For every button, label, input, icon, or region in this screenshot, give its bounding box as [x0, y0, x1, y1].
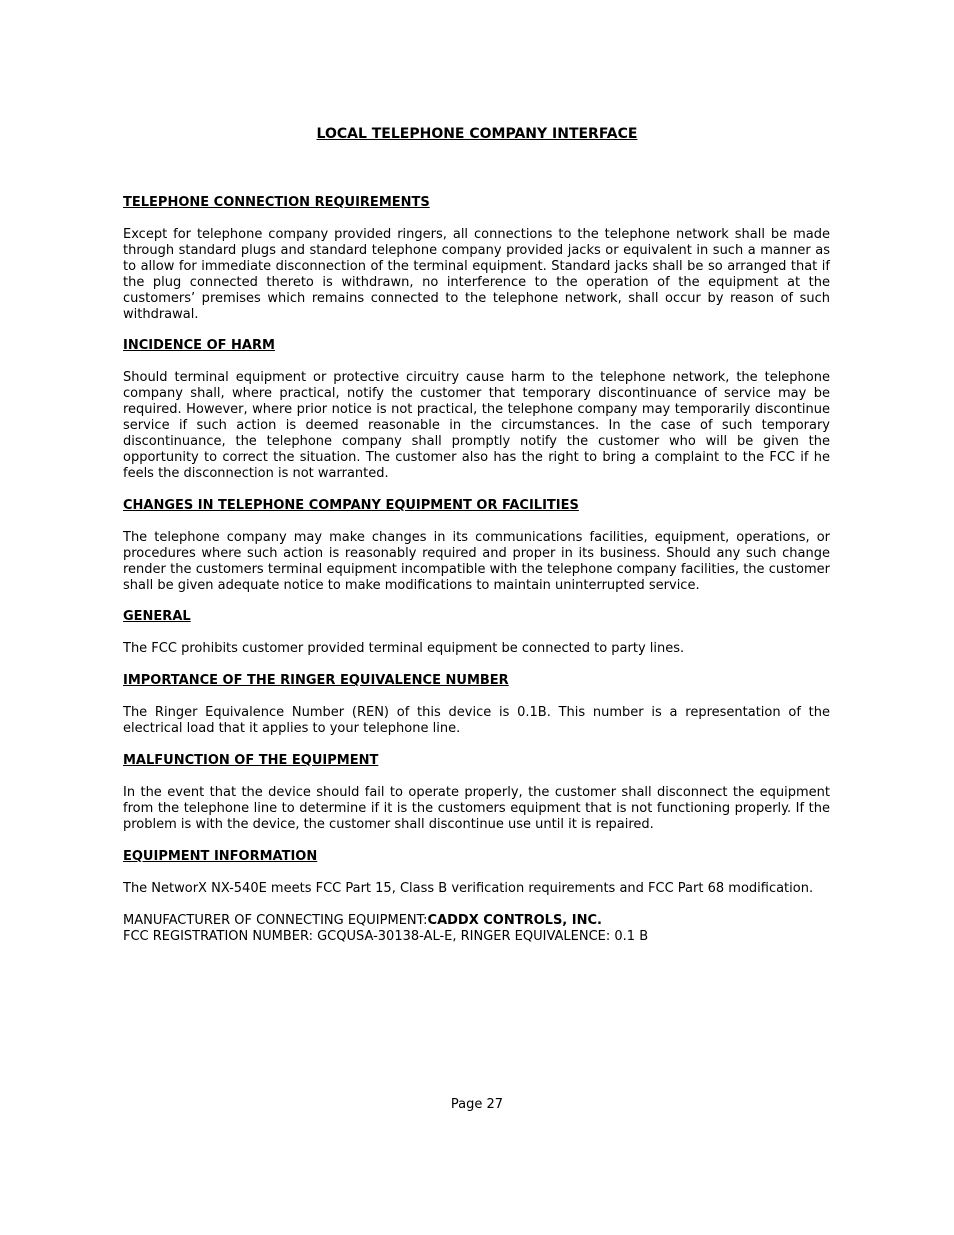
section-paragraph: The telephone company may make changes in its communications facilities, equipment, operations, or procedures where such action is reasonably required and proper in its business. Should any such change render the customers terminal equipment incompatible with the telephone company facilities, the customer shall be given adequate notice to make modifications to maintain uninterrupted service. [123, 529, 830, 593]
section-paragraph: The Ringer Equivalence Number (REN) of this device is 0.1B. This number is a representation of the electrical load that it applies to your telephone line. [123, 705, 830, 737]
page-number: Page 27 [450, 1097, 504, 1112]
section-heading: GENERAL [123, 609, 191, 625]
section-malfunction [123, 753, 830, 833]
section-incidence-of-harm [123, 338, 830, 481]
document-body [123, 195, 830, 945]
section-paragraph: The NetworX NX-540E meets FCC Part 15, Class B verification requirements and FCC Part 68 modification. [123, 880, 814, 896]
section-heading: MALFUNCTION OF THE EQUIPMENT [123, 753, 379, 769]
manufacturer-label: MANUFACTURER OF CONNECTING EQUIPMENT: [123, 912, 428, 928]
section-paragraph: Except for telephone company provided ringers, all connections to the telephone network shall be made through standard plugs and standard telephone company provided jacks or equivalent in such a manner as to allow for immediate disconnection of the terminal equipment. Standard jacks shall be so arranged that if the plug connected thereto is withdrawn, no interference to the operation of the equipment at the customers’ premises which remains connected to the telephone network, shall occur by reason of such withdrawal. [123, 227, 830, 322]
section-ringer-equivalence [123, 673, 830, 737]
section-paragraph: In the event that the device should fail to operate properly, the customer shall disconnect the equipment from the telephone line to determine if it is the customers equipment that is not functioning properly. If the problem is with the device, the customer shall discontinue use until it is repaired. [123, 785, 830, 832]
section-heading: IMPORTANCE OF THE RINGER EQUIVALENCE NUMBER [123, 673, 509, 689]
section-equipment-information [123, 849, 830, 897]
section-paragraph: The FCC prohibits customer provided terminal equipment be connected to party lines. [123, 641, 685, 657]
section-heading: CHANGES IN TELEPHONE COMPANY EQUIPMENT OR FACILITIES [123, 497, 579, 513]
section-heading: INCIDENCE OF HARM [123, 338, 275, 354]
manufacturer-block [123, 913, 830, 945]
section-heading: EQUIPMENT INFORMATION [123, 848, 318, 864]
section-general [123, 609, 830, 657]
page-title: LOCAL TELEPHONE COMPANY INTERFACE [316, 126, 638, 142]
manufacturer-name: CADDX CONTROLS, INC. [427, 912, 602, 928]
manufacturer-line [123, 913, 830, 929]
section-changes-in-equipment [123, 498, 830, 594]
section-paragraph: Should terminal equipment or protective circuitry cause harm to the telephone network, the telephone company shall, where practical, notify the customer that temporary discontinuance of service may be required. However, where prior notice is not practical, the telephone company may temporarily discontinue service if such action is deemed reasonable in the circumstances. In the case of such temporary discontinuance, the telephone company shall promptly notify the customer who will be given the opportunity to correct the situation. The customer also has the right to bring a complaint to the FCC if he feels the disconnection is not warranted. [123, 370, 830, 481]
section-heading: TELEPHONE CONNECTION REQUIREMENTS [123, 195, 430, 210]
section-telephone-connection [123, 195, 830, 322]
registration-line: FCC REGISTRATION NUMBER: GCQUSA-30138-AL-E, RINGER EQUIVALENCE: 0.1 B [123, 928, 649, 944]
